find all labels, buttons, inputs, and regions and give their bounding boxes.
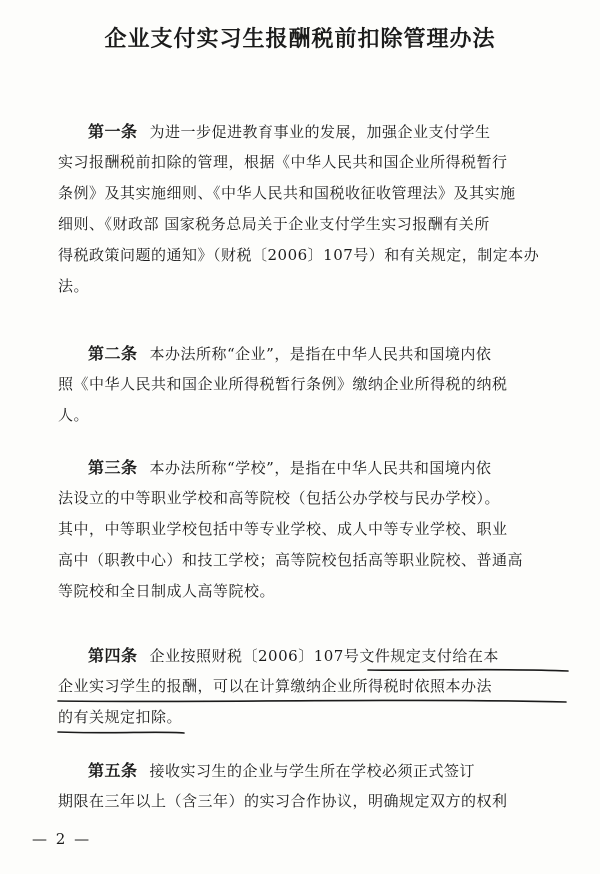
article-line: 高中（职教中心）和技工学校；高等院校包括高等职业院校、普通高 [58,551,524,569]
article-heading: 第五条 [88,761,138,780]
article-heading: 第四条 [88,646,138,665]
article-text: 为进一步促进教育事业的发展，加强企业支付学生 [149,123,491,141]
document-title: 企业支付实习生报酬税前扣除管理办法 [104,27,496,52]
article-text: 本办法所称“学校”，是指在中华人民共和国境内依 [149,459,492,477]
article-line: 的有关规定扣除。 [58,708,183,726]
article-line [58,338,560,369]
article-line: 实习报酬税前扣除的管理，根据《中华人民共和国企业所得税暂行 [58,153,508,171]
article-line: 人。 [58,406,90,424]
article-1 [58,116,560,302]
article-line: 得税政策问题的通知》（财税〔2006〕107号）和有关规定，制定本办 [58,246,540,264]
article-5 [58,755,560,817]
article-line: 期限在三年以上（含三年）的实习合作协议，明确规定双方的权利 [58,792,508,810]
article-line: 照《中华人民共和国企业所得税暂行条例》缴纳企业所得税的纳税 [58,375,508,393]
article-line: 细则、《财政部 国家税务总局关于企业支付学生实习报酬有关所 [58,215,490,233]
article-text: 本办法所称“企业”，是指在中华人民共和国境内依 [149,345,492,363]
article-text: 企业按照财税〔2006〕107号文件规定支付给在本 [149,647,499,665]
article-line [58,640,560,671]
article-line: 等院校和全日制成人高等院校。 [58,582,276,600]
article-line: 条例》及其实施细则、《中华人民共和国税收征收管理法》及其实施 [58,184,516,202]
article-line: 其中，中等职业学校包括中等专业学校、成人中等专业学校、职业 [58,520,508,538]
article-4 [58,640,560,733]
article-heading: 第一条 [88,122,138,141]
article-line [58,452,560,483]
article-line [58,116,560,147]
article-text: 接收实习生的企业与学生所在学校必须正式签订 [149,762,476,780]
article-heading: 第二条 [88,344,138,363]
article-line [58,755,560,786]
page-number: — 2 — [32,830,92,848]
article-2 [58,338,560,431]
article-3 [58,452,560,607]
article-line: 法设立的中等职业学校和高等院校（包括公办学校与民办学校）。 [58,489,501,507]
article-line: 企业实习学生的报酬，可以在计算缴纳企业所得税时依照本办法 [58,677,493,695]
article-heading: 第三条 [88,458,138,477]
article-line: 法。 [58,277,90,295]
